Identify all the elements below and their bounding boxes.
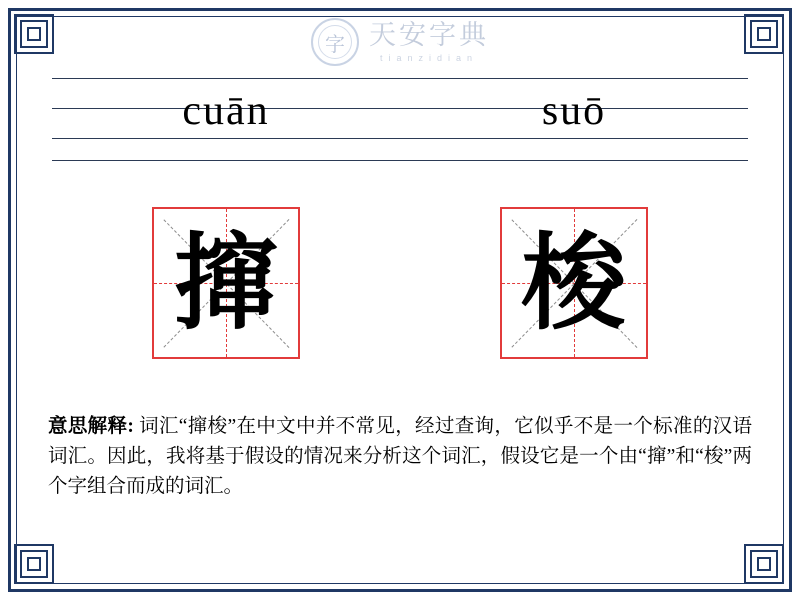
pinyin-cell <box>400 84 748 138</box>
character-glyph: 梭 <box>521 221 626 344</box>
staff-line-3 <box>52 138 748 139</box>
pinyin-text: cuān <box>182 88 270 134</box>
staff-line-4 <box>52 160 748 161</box>
staff-line-1 <box>52 78 748 79</box>
character-glyph: 撺 <box>173 221 278 344</box>
character-cell <box>52 200 400 365</box>
tianzige-grid <box>152 207 300 359</box>
brand-watermark <box>0 14 800 70</box>
explanation-label: 意思解释: <box>48 416 134 437</box>
tianzige-grid <box>500 207 648 359</box>
pinyin-row <box>52 84 748 138</box>
pinyin-staff <box>52 78 748 170</box>
character-row <box>52 200 748 365</box>
pinyin-cell <box>52 84 400 138</box>
corner-ornament-bottom-left <box>12 542 58 588</box>
brand-name: 天安字典 <box>369 19 489 50</box>
character-cell <box>400 200 748 365</box>
explanation-block <box>48 412 752 503</box>
brand-text <box>369 19 489 63</box>
brand-pinyin: tianzidian <box>379 52 479 63</box>
pinyin-text: suō <box>541 88 607 134</box>
seal-icon: 字 <box>311 18 359 66</box>
corner-ornament-bottom-right <box>742 542 788 588</box>
explanation-text: 词汇“撺梭”在中文中并不常见，经过查询，它似乎不是一个标准的汉语词汇。因此，我将基于假设的情况来分析这个词汇，假设它是一个由“撺”和“梭”两个字组合而成的词汇。 <box>48 416 753 498</box>
